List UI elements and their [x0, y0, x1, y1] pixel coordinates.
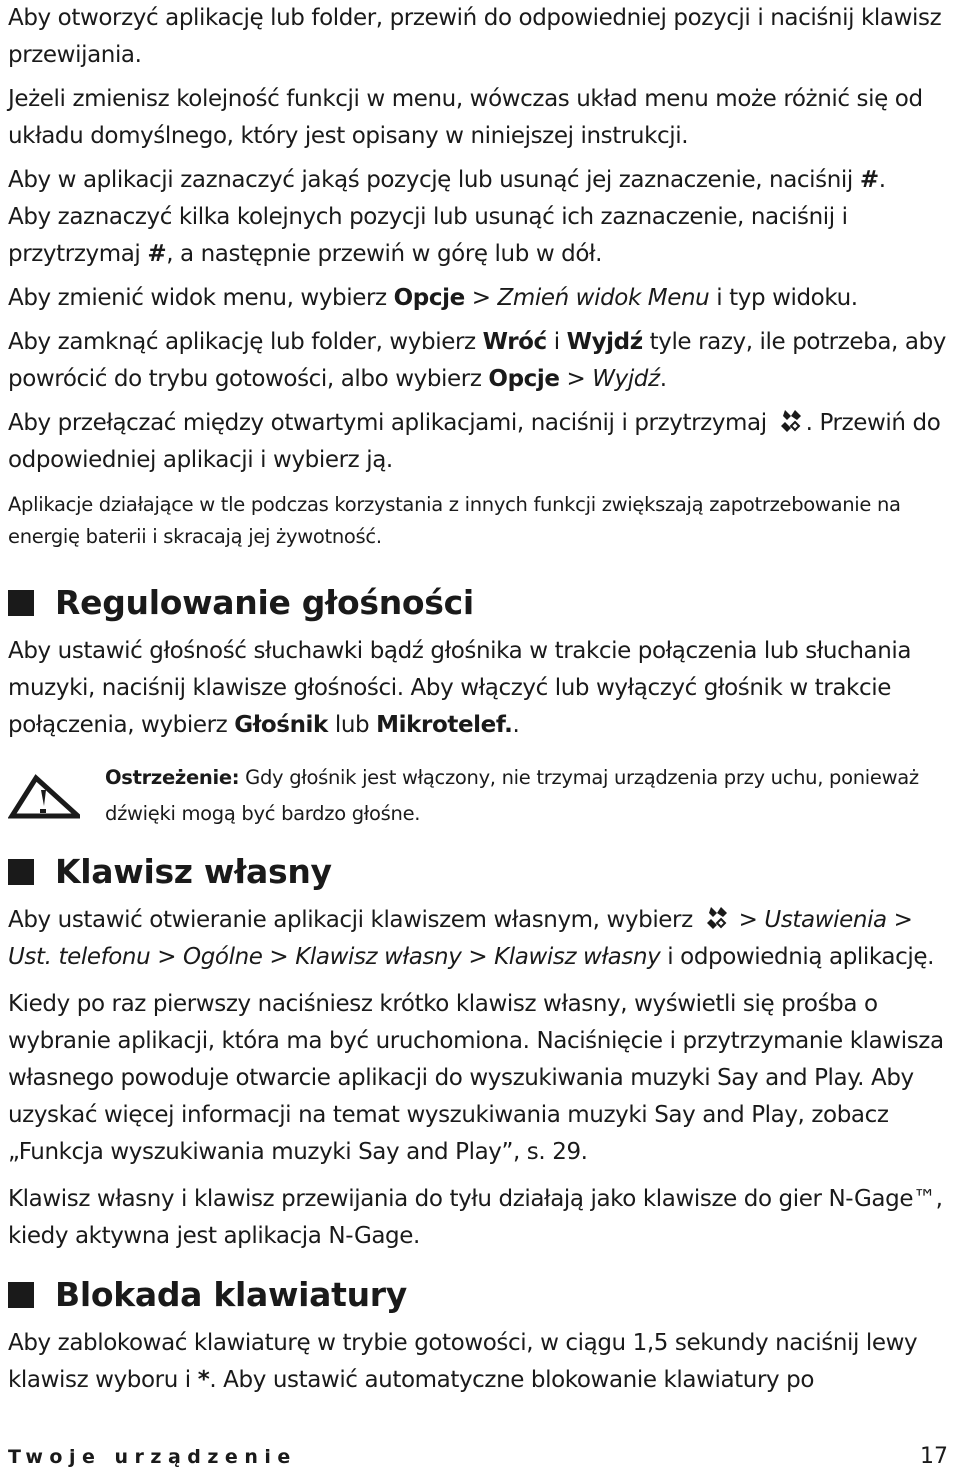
option-handset: Mikrotelef.: [376, 712, 513, 738]
page-number: 17: [920, 1444, 948, 1469]
paragraph-switch-apps: Aby przełączać między otwartymi aplikacjami, naciśnij i przytrzymaj . Przewiń do odpowiedniej aplikacji i wybierz ją.: [8, 405, 952, 479]
option-exit-italic: Wyjdź: [592, 366, 660, 392]
page-footer: [8, 1444, 952, 1469]
hash-key: #: [147, 241, 167, 267]
paragraph-volume: Aby ustawić głośność słuchawki bądź głośnika w trakcie połączenia lub słuchania muzyki, naciśnij klawisze głośności. Aby włączyć lub wyłączyć głośnik w trakcie połączenia, wybierz Głośnik lub Mikrotelef..: [8, 638, 912, 738]
paragraph-mark-multiple: Aby zaznaczyć kilka kolejnych pozycji lub usunąć ich zaznaczenie, naciśnij i przytrzymaj #, a następnie przewiń w górę lub w dół.: [8, 204, 848, 267]
menu-key-icon: [776, 407, 804, 435]
warning-label: Ostrzeżenie:: [105, 766, 240, 789]
paragraph-keylock: Aby zablokować klawiaturę w trybie gotowości, w ciągu 1,5 sekundy naciśnij lewy klawisz wyboru i *. Aby ustawić automatyczne blokowanie klawiatury po: [8, 1330, 918, 1393]
paragraph-own-key-setup: Aby ustawić otwieranie aplikacji klawiszem własnym, wybierz > Ustawienia > Ust. telefonu > Ogólne > Klawisz własny > Klawisz własny i odpowiednią aplikację.: [8, 902, 952, 976]
star-key: *: [197, 1367, 210, 1393]
paragraph-mark-item: Aby w aplikacji zaznaczyć jakąś pozycję lub usunąć jej zaznaczenie, naciśnij #.: [8, 167, 886, 193]
option-change-view: Zmień widok Menu: [497, 285, 710, 311]
section-heading-volume: Regulowanie głośności: [8, 579, 952, 627]
manual-page: [8, 0, 952, 1399]
option-speaker: Głośnik: [234, 712, 328, 738]
section-heading-keylock: Blokada klawiatury: [8, 1271, 952, 1319]
warning-note: [8, 760, 952, 832]
paragraph-background-note: Aplikacje działające w tle podczas korzystania z innych funkcji zwiększają zapotrzebowanie na energię baterii i skracają jej żywotność.: [8, 493, 901, 548]
section-heading-own-key: Klawisz własny: [8, 848, 952, 896]
paragraph-open-app: Aby otworzyć aplikację lub folder, przewiń do odpowiedniej pozycji i naciśnij klawisz przewijania.: [8, 5, 942, 68]
paragraph-close-app: Aby zamknąć aplikację lub folder, wybierz Wróć i Wyjdź tyle razy, ile potrzeba, aby powrócić do trybu gotowości, albo wybierz Opcje > Wyjdź.: [8, 329, 946, 392]
warning-triangle-icon: [8, 774, 80, 820]
paragraph-own-key-first-press: Kiedy po raz pierwszy naciśniesz krótko klawisz własny, wyświetli się prośba o wybranie aplikacji, która ma być uruchomiona. Naciśnięcie i przytrzymanie klawisza własnego powoduje otwarcie aplikacji do wyszukiwania muzyki Say and Play. Aby uzyskać więcej informacji na temat wyszukiwania muzyki Say and Play, zobacz „Funkcja wyszukiwania muzyki Say and Play”, s. 29.: [8, 991, 944, 1165]
paragraph-change-view: Aby zmienić widok menu, wybierz Opcje > Zmień widok Menu i typ widoku.: [8, 285, 858, 311]
paragraph-menu-order: Jeżeli zmienisz kolejność funkcji w menu, wówczas układ menu może różnić się od układu domyślnego, który jest opisany w niniejszej instrukcji.: [8, 86, 923, 149]
menu-key-icon: [702, 904, 730, 932]
footer-section-title: Twoje urządzenie: [8, 1446, 297, 1468]
option-opcje: Opcje: [393, 285, 465, 311]
section-square-icon: [8, 1282, 34, 1308]
option-opcje: Opcje: [488, 366, 560, 392]
hash-key: #: [859, 167, 879, 193]
warning-text: Gdy głośnik jest włączony, nie trzymaj urządzenia przy uchu, ponieważ dźwięki mogą być bardzo głośne.: [105, 766, 919, 825]
paragraph-own-key-games: Klawisz własny i klawisz przewijania do tyłu działają jako klawisze do gier N-Gage™, kiedy aktywna jest aplikacja N-Gage.: [8, 1186, 943, 1249]
section-square-icon: [8, 590, 34, 616]
option-back: Wróć: [482, 329, 547, 355]
option-exit: Wyjdź: [566, 329, 643, 355]
section-square-icon: [8, 859, 34, 885]
